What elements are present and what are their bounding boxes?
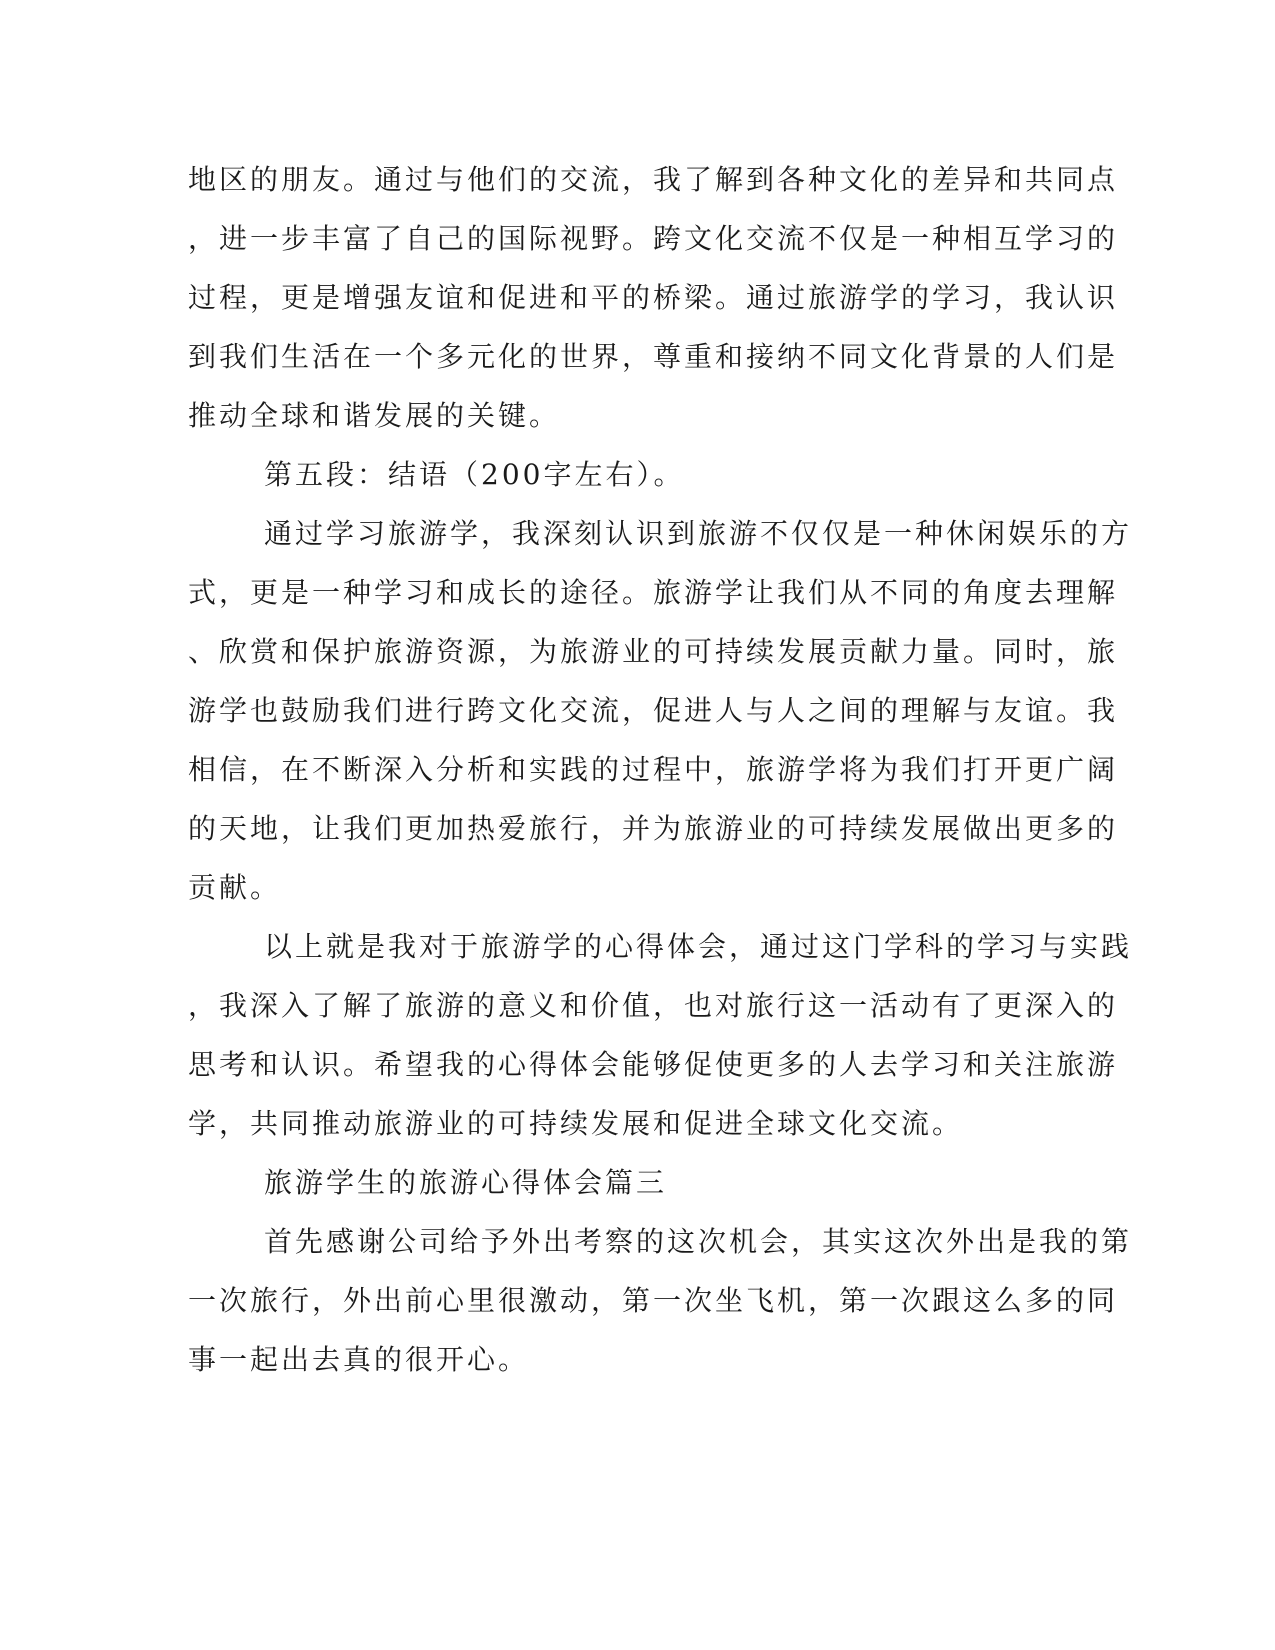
text-line: 学，共同推动旅游业的可持续发展和促进全球文化交流。 xyxy=(188,1107,964,1140)
text-line: 式，更是一种学习和成长的途径。旅游学让我们从不同的角度去理解 xyxy=(188,576,1119,609)
text-line: 地区的朋友。通过与他们的交流，我了解到各种文化的差异和共同点 xyxy=(188,163,1119,196)
text-line: 首先感谢公司给予外出考察的这次机会，其实这次外出是我的第 xyxy=(264,1225,1133,1258)
text-line: ，进一步丰富了自己的国际视野。跨文化交流不仅是一种相互学习的 xyxy=(188,222,1119,255)
text-line: 游学也鼓励我们进行跨文化交流，促进人与人之间的理解与友谊。我 xyxy=(188,694,1119,727)
text-line: 通过学习旅游学，我深刻认识到旅游不仅仅是一种休闲娱乐的方 xyxy=(264,517,1133,550)
text-line: 思考和认识。希望我的心得体会能够促使更多的人去学习和关注旅游 xyxy=(188,1048,1119,1081)
text-line: 以上就是我对于旅游学的心得体会，通过这门学科的学习与实践 xyxy=(264,930,1133,963)
text-line: 相信，在不断深入分析和实践的过程中，旅游学将为我们打开更广阔 xyxy=(188,753,1119,786)
text-line: 推动全球和谐发展的关键。 xyxy=(188,399,561,432)
text-line: 、欣赏和保护旅游资源，为旅游业的可持续发展贡献力量。同时，旅 xyxy=(188,635,1119,668)
section-heading: 第五段：结语（200字左右）。 xyxy=(264,458,685,491)
text-line: 到我们生活在一个多元化的世界，尊重和接纳不同文化背景的人们是 xyxy=(188,340,1119,373)
text-line: 一次旅行，外出前心里很激动，第一次坐飞机，第一次跟这么多的同 xyxy=(188,1284,1119,1317)
text-line: 事一起出去真的很开心。 xyxy=(188,1343,530,1376)
section-heading: 旅游学生的旅游心得体会篇三 xyxy=(264,1166,668,1199)
text-line: 的天地，让我们更加热爱旅行，并为旅游业的可持续发展做出更多的 xyxy=(188,812,1119,845)
text-line: 过程，更是增强友谊和促进和平的桥梁。通过旅游学的学习，我认识 xyxy=(188,281,1119,314)
text-line: 贡献。 xyxy=(188,871,282,904)
text-line: ，我深入了解了旅游的意义和价值，也对旅行这一活动有了更深入的 xyxy=(188,989,1119,1022)
